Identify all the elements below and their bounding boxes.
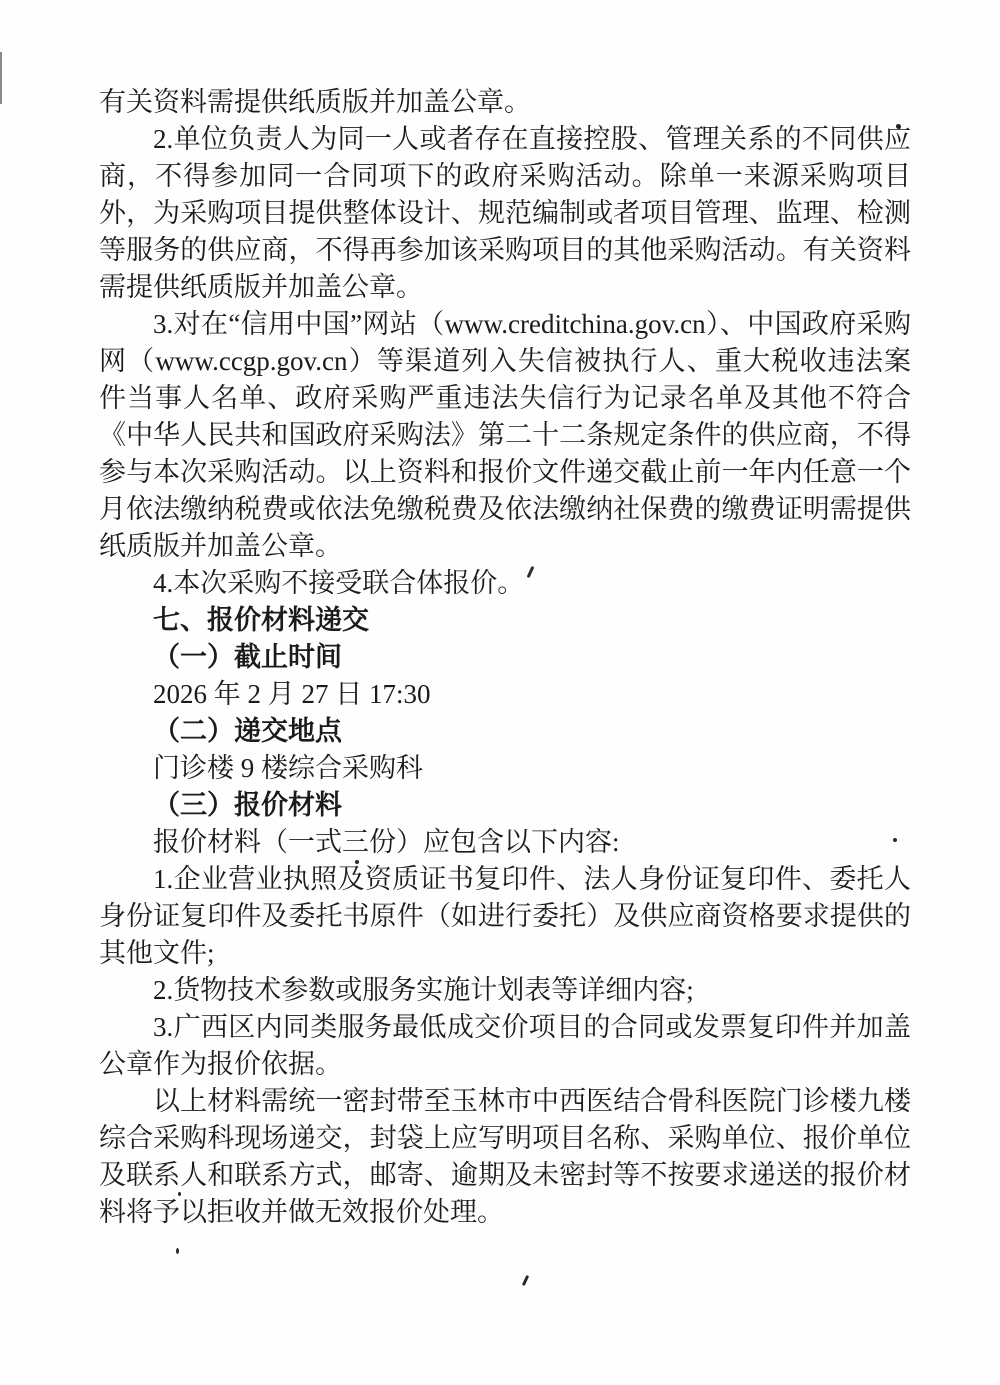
paragraph-item-2: 2.单位负责人为同一人或者存在直接控股、管理关系的不同供应商，不得参加同一合同项下的政府采购活动。除单一来源采购项目外，为采购项目提供整体设计、规范编制或者项目管理、监理、检测等服务的供应商，不得再参加该采购项目的其他采购活动。有关资料需提供纸质版并加盖公章。 bbox=[99, 124, 911, 302]
paragraph-materials-1: 1.企业营业执照及资质证书复印件、法人身份证复印件、委托人身份证复印件及委托书原件（如进行委托）及供应商资格要求提供的其他文件; bbox=[99, 864, 911, 968]
paragraph-deadline: 2026 年 2 月 27 日 17:30 bbox=[153, 679, 431, 709]
paragraph-section-7: 七、报价材料递交 bbox=[153, 605, 369, 635]
paragraph-section-7-2: （二）递交地点 bbox=[153, 716, 342, 746]
paragraph-section-7-1: （一）截止时间 bbox=[153, 642, 342, 672]
scan-speck bbox=[176, 1248, 179, 1254]
paragraph-item-3: 3.对在“信用中国”网站（www.creditchina.gov.cn）、中国政府采购网（www.ccgp.gov.cn）等渠道列入失信被执行人、重大税收违法案件当事人名单、政府采购严重违法失信行为记录名单及其他不符合《中华人民共和国政府采购法》第二十二条规定条件的供应商，不得参与本次采购活动。以上资料和报价文件递交截止前一年内任意一个月依法缴纳税费或依法免缴税费及依法缴纳社保费的缴费证明需提供纸质版并加盖公章。 bbox=[99, 309, 911, 561]
scan-speck bbox=[522, 1275, 529, 1286]
document-body bbox=[99, 84, 911, 1231]
scan-edge-line bbox=[0, 52, 2, 104]
paragraph-materials-intro: 报价材料（一式三份）应包含以下内容: bbox=[153, 827, 620, 857]
paragraph-location: 门诊楼 9 楼综合采购科 bbox=[153, 753, 423, 783]
paragraph-materials-2: 2.货物技术参数或服务实施计划表等详细内容; bbox=[153, 975, 694, 1005]
paragraph-sealing-note: 以上材料需统一密封带至玉林市中西医结合骨科医院门诊楼九楼综合采购科现场递交，封袋上应写明项目名称、采购单位、报价单位及联系人和联系方式，邮寄、逾期及未密封等不按要求递送的报价材料将予以拒收并做无效报价处理。 bbox=[99, 1086, 911, 1227]
paragraph-item-4: 4.本次采购不接受联合体报价。 bbox=[153, 568, 525, 598]
paragraph-carryover: 有关资料需提供纸质版并加盖公章。 bbox=[99, 87, 531, 117]
paragraph-section-7-3: （三）报价材料 bbox=[153, 790, 342, 820]
paragraph-materials-3: 3.广西区内同类服务最低成交价项目的合同或发票复印件并加盖公章作为报价依据。 bbox=[99, 1012, 911, 1079]
